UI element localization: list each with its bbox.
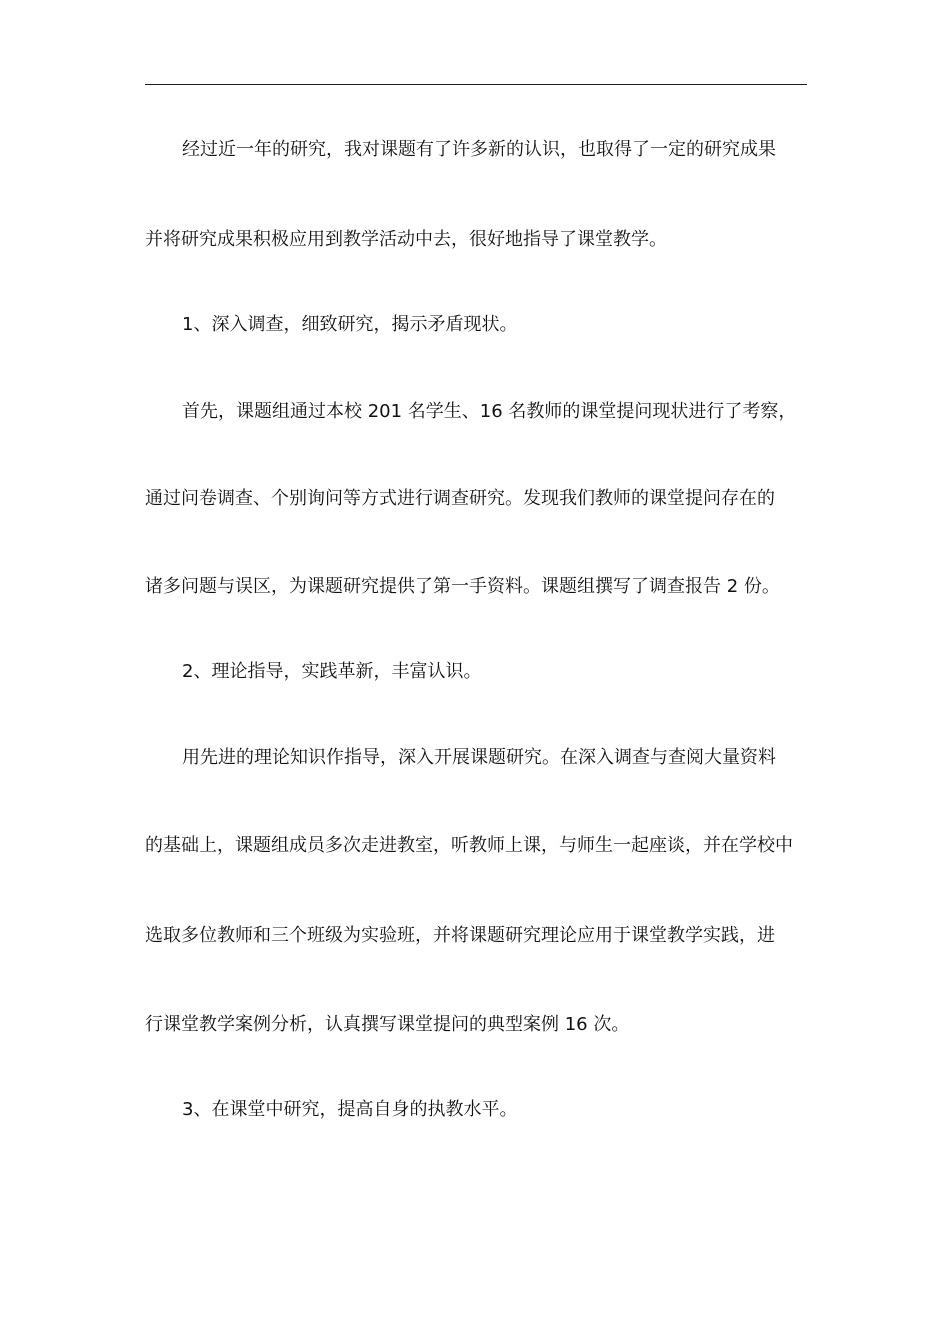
section-heading-3: 3、在课堂中研究，提高自身的执教水平。 xyxy=(182,1099,518,1120)
section-heading-1: 1、深入调查，细致研究，揭示矛盾现状。 xyxy=(182,314,518,335)
paragraph-line: 经过近一年的研究，我对课题有了许多新的认识，也取得了一定的研究成果 xyxy=(182,139,776,160)
paragraph-line: 通过问卷调查、个别询问等方式进行调查研究。发现我们教师的课堂提问存在的 xyxy=(145,488,775,509)
section-heading-2: 2、理论指导，实践革新，丰富认识。 xyxy=(182,661,482,682)
paragraph-line: 诸多问题与误区，为课题研究提供了第一手资料。课题组撰写了调查报告 2 份。 xyxy=(145,576,780,597)
paragraph-line: 用先进的理论知识作指导，深入开展课题研究。在深入调查与查阅大量资料 xyxy=(182,747,776,768)
paragraph-line: 并将研究成果积极应用到教学活动中去，很好地指导了课堂教学。 xyxy=(145,229,667,250)
paragraph-line: 行课堂教学案例分析，认真撰写课堂提问的典型案例 16 次。 xyxy=(145,1014,630,1035)
paragraph-line: 的基础上，课题组成员多次走进教室，听教师上课，与师生一起座谈，并在学校中 xyxy=(145,835,793,856)
paragraph-line: 首先，课题组通过本校 201 名学生、16 名教师的课堂提问现状进行了考察， xyxy=(182,401,797,422)
header-rule xyxy=(145,84,807,85)
paragraph-line: 选取多位教师和三个班级为实验班，并将课题研究理论应用于课堂教学实践，进 xyxy=(145,925,775,946)
